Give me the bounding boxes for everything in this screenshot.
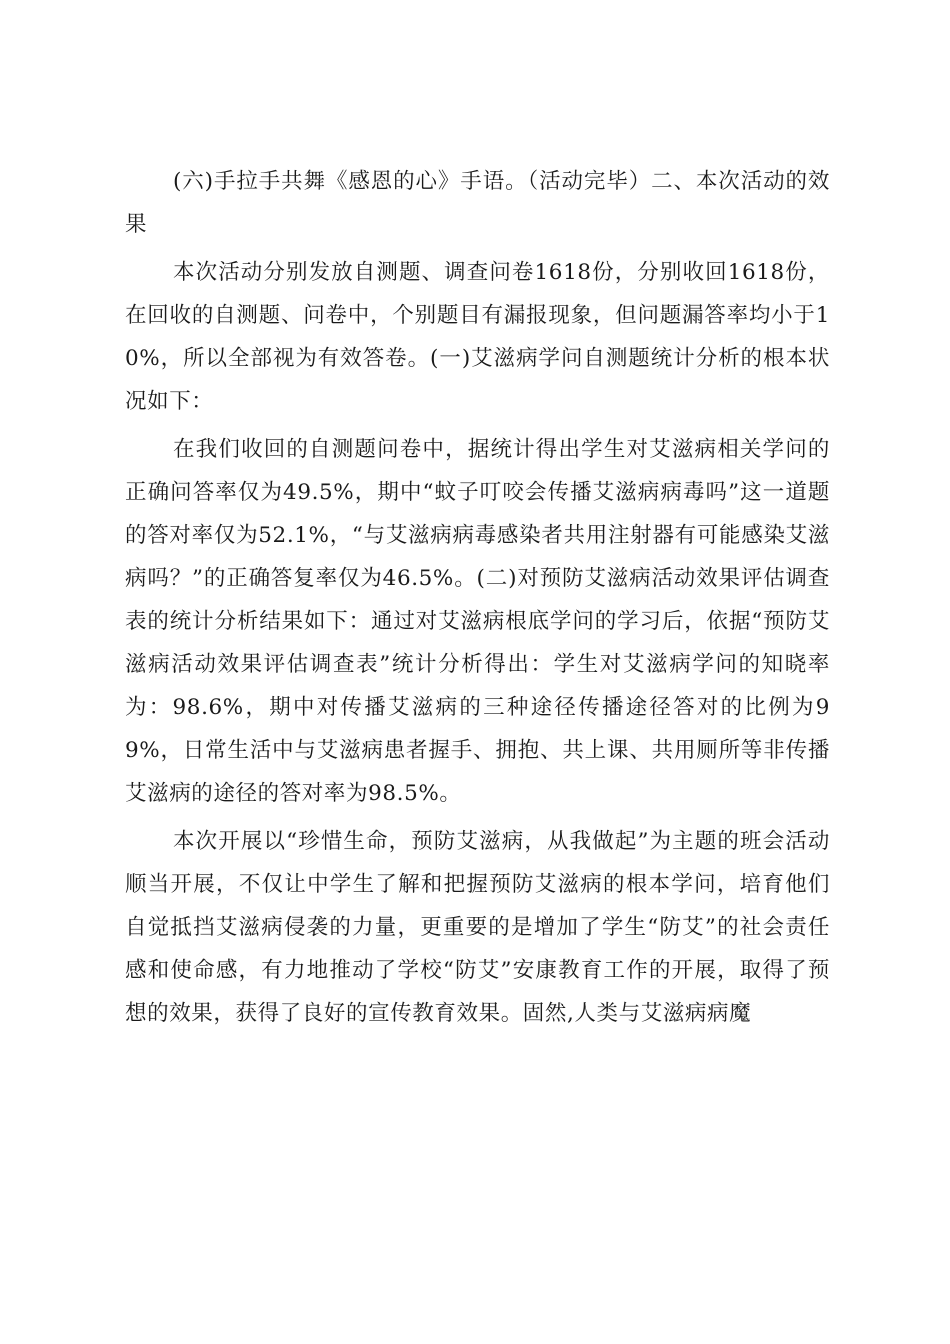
paragraph-survey-overview: 本次活动分别发放自测题、调查问卷1618份，分别收回1618份，在回收的自测题、问卷中，个别题目有漏报现象，但问题漏答率均小于10%，所以全部视为有效答卷。(一)艾滋病学问自测题统计分析的根本状况如下： [125,260,830,414]
paragraph-statistics: 在我们收回的自测题问卷中，据统计得出学生对艾滋病相关学问的正确问答率仅为49.5%，期中“蚊子叮咬会传播艾滋病病毒吗”这一道题的答对率仅为52.1%，“与艾滋病病毒感染者共用注射器有可能感染艾滋病吗？”的正确答复率仅为46.5%。(二)对预防艾滋病活动效果评估调查表的统计分析结果如下：通过对艾滋病根底学问的学习后，依据“预防艾滋病活动效果评估调查表”统计分析得出：学生对艾滋病学问的知晓率为：98.6%，期中对传播艾滋病的三种途径传播途径答对的比例为99%，日常生活中与艾滋病患者握手、拥抱、共上课、共用厕所等非传播艾滋病的途径的答对率为98.5%。 [125,437,830,806]
document-body [125,160,830,1040]
paragraph-conclusion: 本次开展以“珍惜生命，预防艾滋病，从我做起”为主题的班会活动顺当开展，不仅让中学生了解和把握预防艾滋病的根本学问，培育他们自觉抵挡艾滋病侵袭的力量，更重要的是增加了学生“防艾”的社会责任感和使命感，有力地推动了学校“防艾”安康教育工作的开展，取得了预想的效果，获得了良好的宣传教育效果。固然,人类与艾滋病病魔 [125,829,830,1026]
paragraph-activity-end: (六)手拉手共舞《感恩的心》手语。（活动完毕）二、本次活动的效果 [125,169,830,237]
